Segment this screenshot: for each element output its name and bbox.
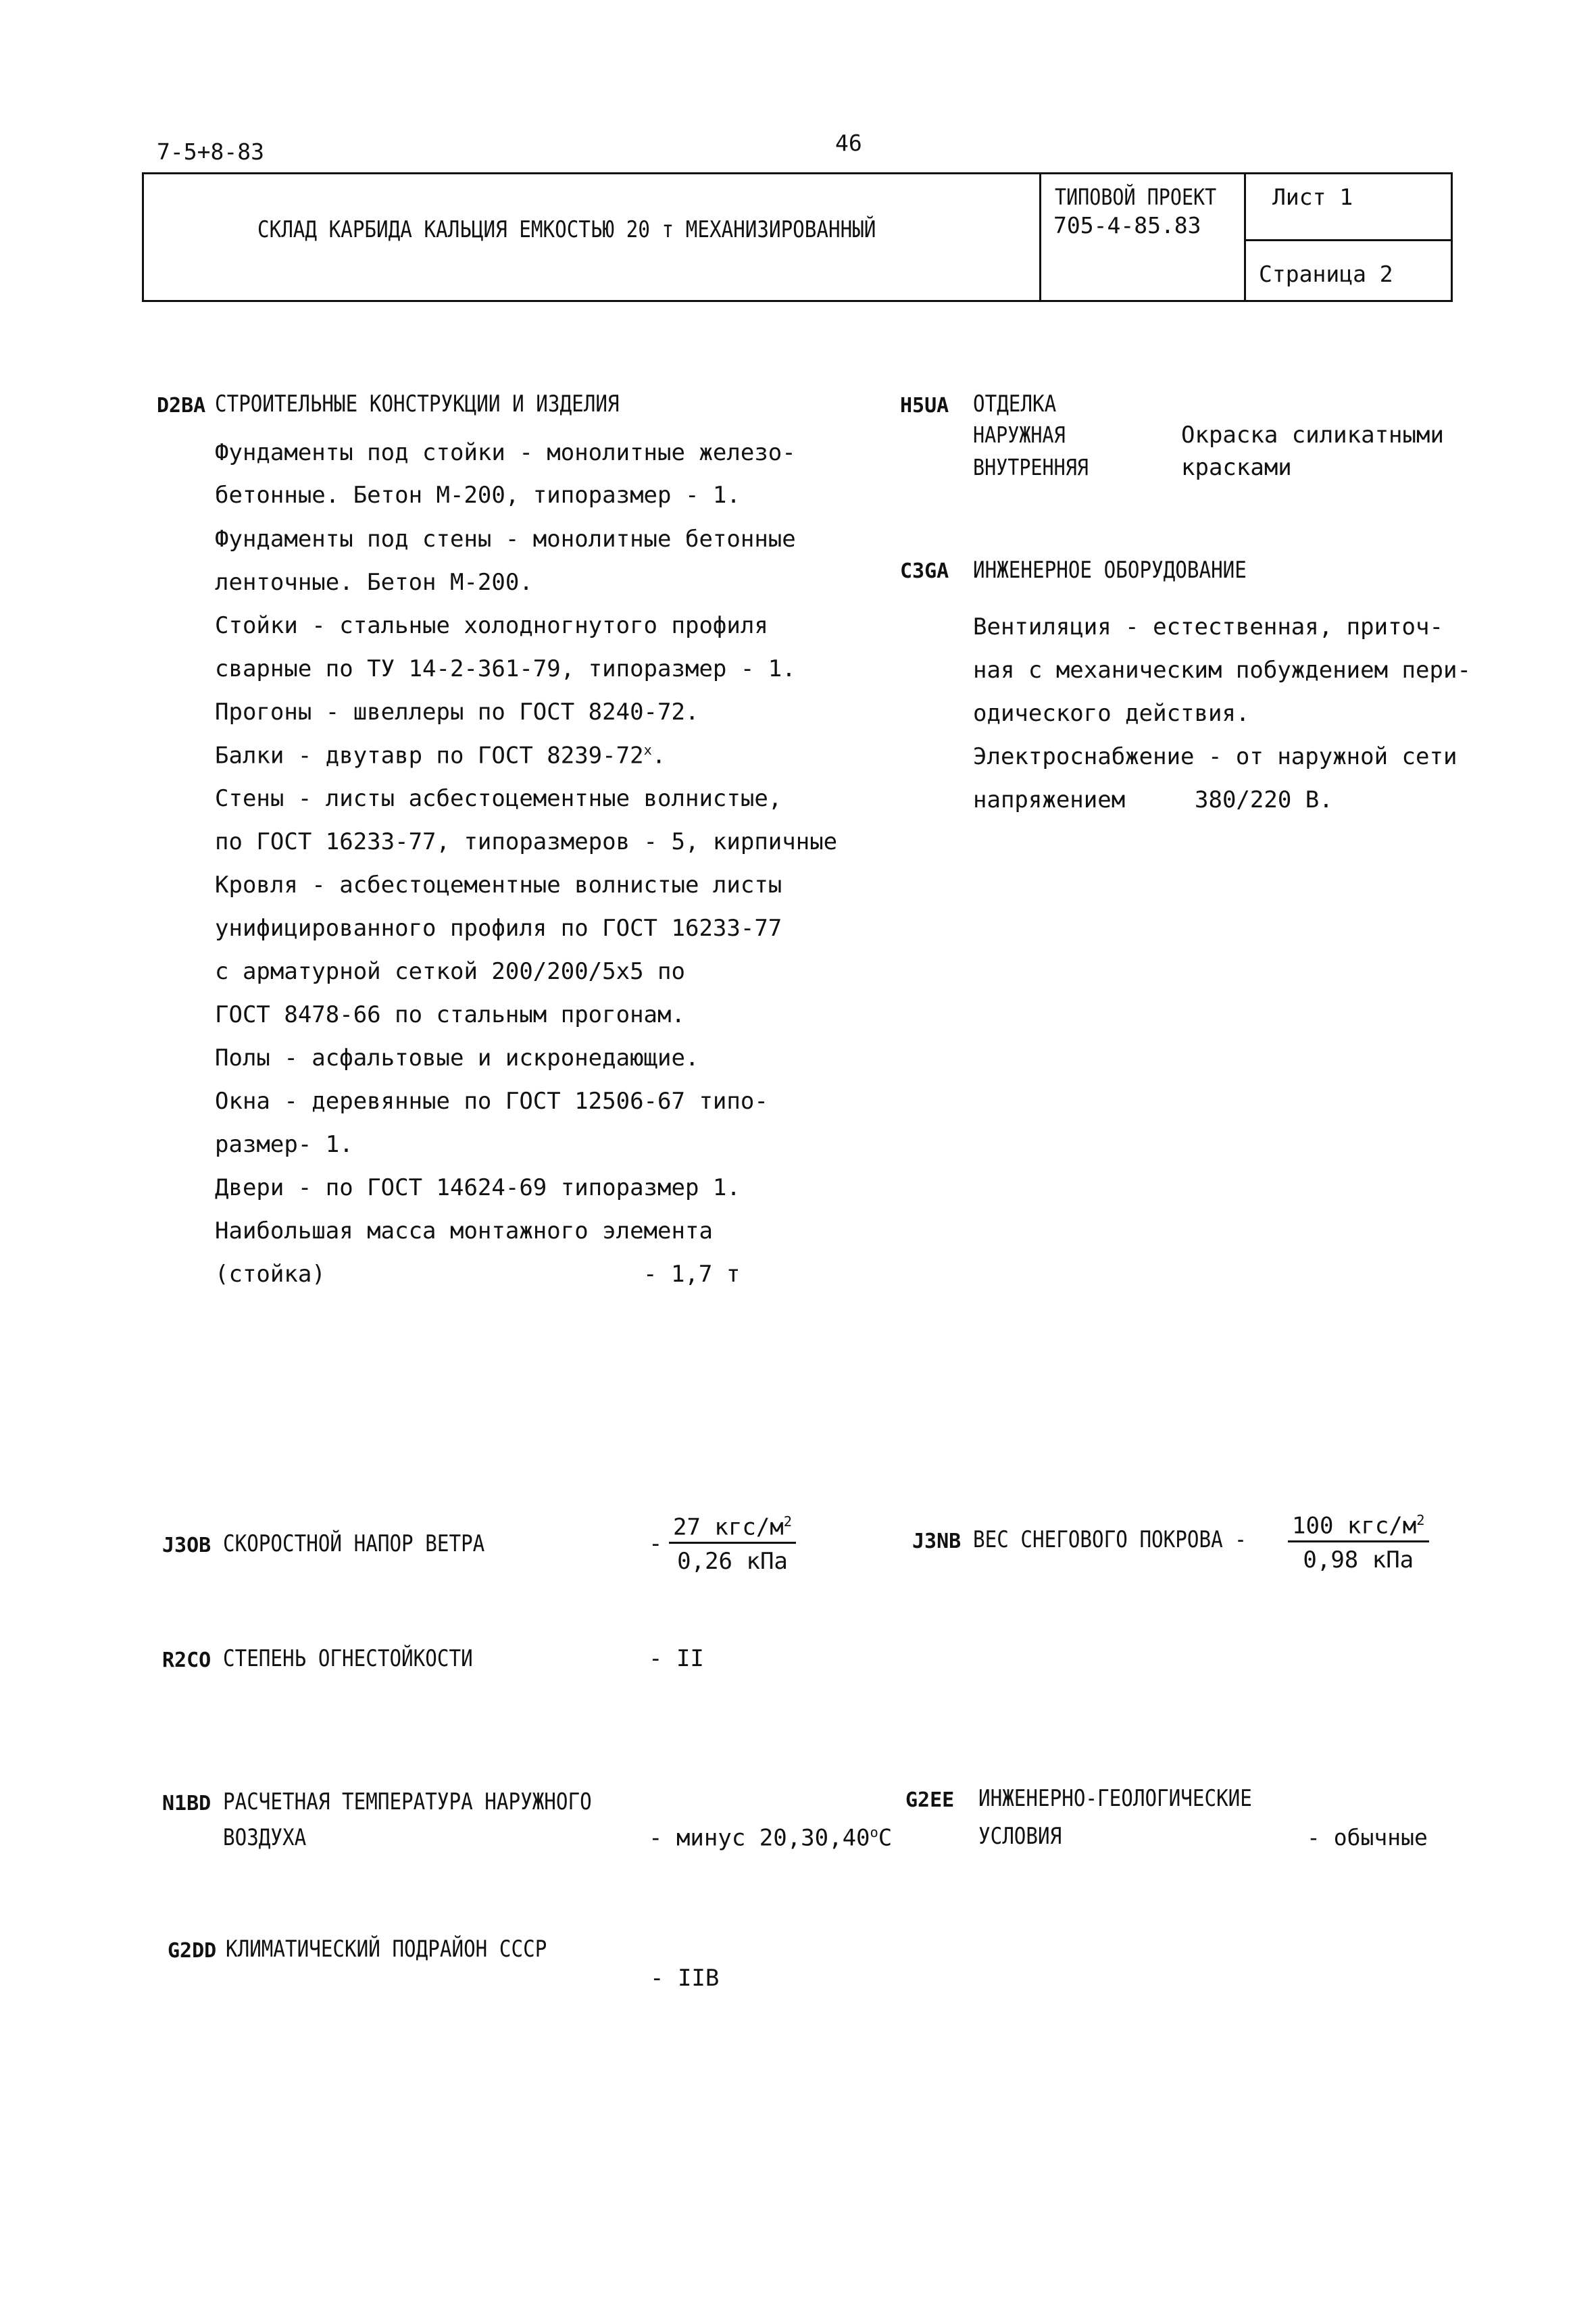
title-block-divider [1244,174,1246,300]
text-line: сварные по ТУ 14-2-361-79, типоразмер - 1. [215,655,796,682]
temperature-label: ВОЗДУХА [223,1824,307,1851]
section-heading: ИНЖЕНЕРНОЕ ОБОРУДОВАНИЕ [973,557,1247,584]
page-number: 46 [835,130,862,156]
section-code: C3GA [900,559,949,583]
temperature-value-text: С [878,1824,893,1852]
text-line: Стойки - стальные холодногнутого профиля [215,612,768,639]
temperature-value [649,1824,892,1851]
finishing-paint: красками [1181,454,1292,481]
wind-numerator-text: 27 кгс/м [673,1513,784,1541]
snow-denominator: 0,98 кПа [1303,1546,1414,1574]
text-line: одического действия. [973,700,1250,727]
snow-numerator [1288,1512,1429,1542]
sheet-number: Лист 1 [1272,184,1353,210]
temperature-label: РАСЧЕТНАЯ ТЕМПЕРАТУРА НАРУЖНОГО [223,1788,592,1815]
text-line: размер- 1. [215,1131,353,1158]
section-code: N1BD [162,1792,211,1815]
snow-numerator-text: 100 кгс/м [1292,1512,1417,1540]
document-title: СКЛАД КАРБИДА КАЛЬЦИЯ ЕМКОСТЬЮ 20 т МЕХАНИЗИРОВАННЫЙ [257,216,876,243]
finishing-inner: ВНУТРЕННЯЯ [973,454,1089,480]
text-line: Электроснабжение - от наружной сети [973,743,1457,770]
text-line-part: Балки - двутавр по ГОСТ 8239-72 [215,742,644,770]
text-line: Фундаменты под стены - монолитные бетонные [215,526,796,553]
section-code: G2EE [905,1788,955,1812]
wind-value [669,1513,796,1575]
text-line-part: . [651,742,666,770]
mass-label: (стойка) [215,1261,326,1288]
finishing-outer: НАРУЖНАЯ [973,422,1066,448]
wind-label: СКОРОСТНОЙ НАПОР ВЕТРА [223,1530,485,1557]
text-line: Окна - деревянные по ГОСТ 12506-67 типо- [215,1088,768,1115]
geology-label: УСЛОВИЯ [978,1823,1062,1850]
superscript: 2 [1416,1512,1425,1528]
section-heading: СТРОИТЕЛЬНЫЕ КОНСТРУКЦИИ И ИЗДЕЛИЯ [215,391,620,418]
climate-value: - IIВ [650,1965,720,1992]
text-line: бетонные. Бетон М-200, типоразмер - 1. [215,482,741,509]
snow-value [1288,1512,1429,1574]
page-label: Страница 2 [1259,261,1393,287]
section-code: J3OB [162,1534,211,1557]
finishing-paint: Окраска силикатными [1181,422,1444,449]
superscript: о [870,1824,878,1840]
text-line: Полы - асфальтовые и искронедающие. [215,1045,699,1072]
text-line: ГОСТ 8478-66 по стальным прогонам. [215,1001,685,1028]
text-line: с арматурной сеткой 200/200/5х5 по [215,958,685,985]
section-code: G2DD [168,1939,217,1963]
text-line: по ГОСТ 16233-77, типоразмеров - 5, кирпичные [215,828,838,855]
project-number: 705-4-85.83 [1053,212,1201,238]
text-line: Двери - по ГОСТ 14624-69 типоразмер 1. [215,1174,741,1201]
wind-numerator [669,1513,796,1544]
text-line: Прогоны - швеллеры по ГОСТ 8240-72. [215,699,699,726]
fire-label: СТЕПЕНЬ ОГНЕСТОЙКОСТИ [223,1645,473,1672]
title-block-divider [1244,239,1451,241]
text-line: Фундаменты под стойки - монолитные железо- [215,439,796,466]
temperature-value-text: - минус 20,30,40 [649,1824,870,1852]
voltage-label: напряжением [973,786,1126,813]
title-block-divider [1039,174,1041,300]
superscript: х [643,742,652,758]
wind-dash: - [649,1530,663,1557]
text-line: ная с механическим побуждением пери- [973,657,1471,684]
title-block [142,172,1453,302]
climate-label: КЛИМАТИЧЕСКИЙ ПОДРАЙОН СССР [226,1936,547,1963]
snow-label: ВЕС СНЕГОВОГО ПОКРОВА - [973,1526,1247,1553]
text-line: Вентиляция - естественная, приточ- [973,613,1443,640]
section-heading: ОТДЕЛКА [973,391,1057,418]
document-code: 7-5+8-83 [157,139,264,165]
fire-value: - II [649,1645,704,1672]
project-label: ТИПОВОЙ ПРОЕКТ [1055,184,1217,210]
text-line: ленточные. Бетон М-200. [215,569,533,596]
section-code: D2BA [157,394,206,418]
geology-value: - обычные [1307,1824,1428,1851]
text-line: Наибольшая масса монтажного элемента [215,1217,713,1244]
text-line: Стены - листы асбестоцементные волнистые, [215,785,782,812]
text-line [215,742,666,769]
text-line: Кровля - асбестоцементные волнистые листы [215,872,782,899]
section-code: H5UA [900,394,949,418]
text-line: унифицированного профиля по ГОСТ 16233-77 [215,915,782,942]
wind-denominator: 0,26 кПа [677,1548,788,1576]
voltage-value: 380/220 В. [1195,786,1333,813]
section-code: R2CO [162,1649,211,1672]
geology-label: ИНЖЕНЕРНО-ГЕОЛОГИЧЕСКИЕ [978,1785,1252,1812]
superscript: 2 [783,1513,793,1530]
mass-value: - 1,7 т [643,1261,741,1288]
section-code: J3NB [912,1530,962,1553]
